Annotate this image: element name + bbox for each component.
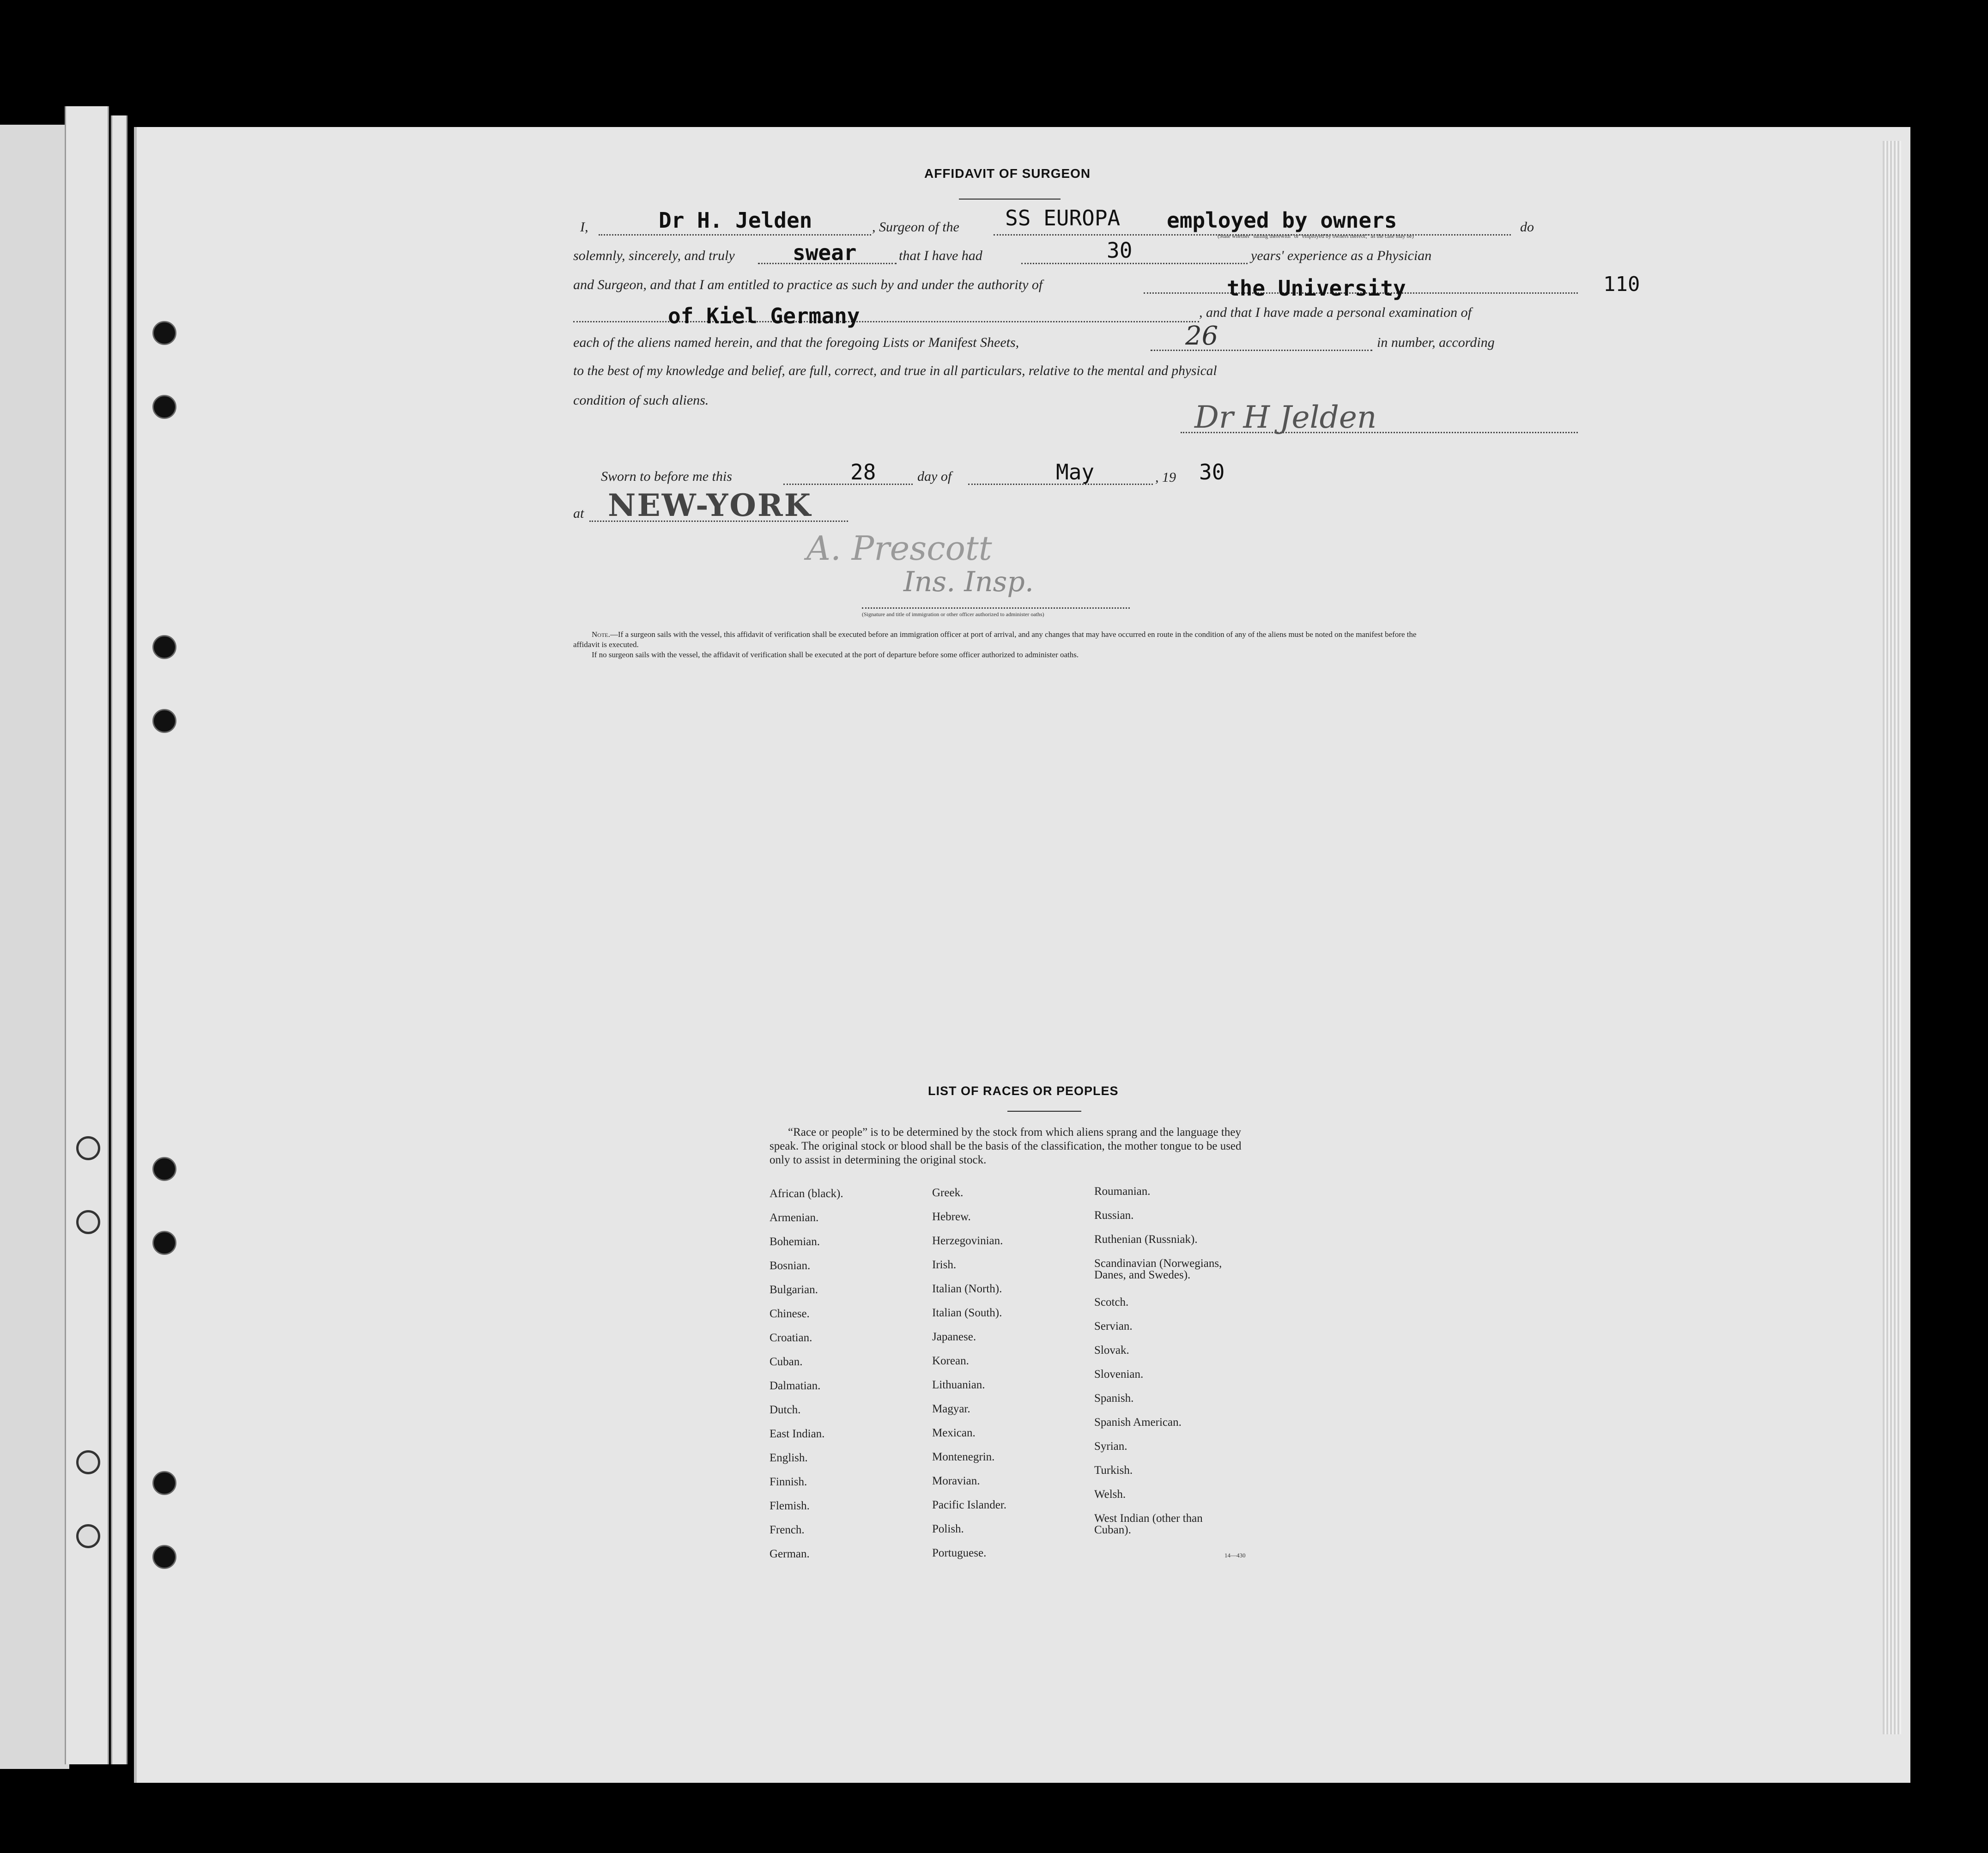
- surgeon-name-line: [599, 234, 871, 236]
- surgeon-name-field: Dr H. Jelden: [659, 208, 812, 233]
- race-list-item: Bulgarian.: [770, 1284, 818, 1296]
- race-list-item: Ruthenian (Russniak).: [1094, 1233, 1198, 1246]
- race-list-item: Slovenian.: [1094, 1368, 1144, 1381]
- race-list-item: Dalmatian.: [770, 1380, 821, 1392]
- race-list-item: Cuban.: [770, 1356, 803, 1368]
- race-list-item: Finnish.: [770, 1476, 807, 1488]
- note-text-2: If no surgeon sails with the vessel, the affidavit of verification shall be executed at the port of departure before some officer authorized to administer oaths.: [592, 650, 1079, 659]
- race-list-item: Magyar.: [932, 1403, 970, 1415]
- employment-field: employed by owners: [1167, 208, 1397, 233]
- race-list-item: Polish.: [932, 1523, 964, 1535]
- race-list-item: Turkish.: [1094, 1464, 1133, 1477]
- race-list-item: Hebrew.: [932, 1211, 971, 1223]
- race-list-item: Roumanian.: [1094, 1185, 1151, 1198]
- text-surgeon-of-the: , Surgeon of the: [872, 219, 959, 235]
- binder-strip: [65, 106, 109, 1764]
- binder-hole: [76, 1450, 100, 1474]
- text-i: I,: [580, 219, 588, 235]
- state-note: (State whether "sailing therewith" or "employed by owners thereof," as the case may be): [1218, 233, 1414, 239]
- heading-rule: [959, 199, 1061, 200]
- binder-hole: [76, 1136, 100, 1160]
- race-list-item: Korean.: [932, 1355, 969, 1367]
- race-list-item: Dutch.: [770, 1404, 801, 1416]
- sheets-field: 26: [1185, 321, 1218, 351]
- race-list-item: Montenegrin.: [932, 1451, 995, 1463]
- note-text-1: —If a surgeon sails with the vessel, this affidavit of verification shall be executed before an immigration officer at port of arrival, and any changes that may have occurred en route in the condition of any of the aliens must be noted on the manifest before the affidavit is executed.: [573, 630, 1417, 649]
- races-heading-rule: [1007, 1111, 1081, 1112]
- race-list-item: French.: [770, 1524, 805, 1536]
- race-list-item: Herzegovinian.: [932, 1235, 1003, 1247]
- binder-strip: [111, 115, 127, 1764]
- text-at: at: [573, 506, 584, 521]
- sheets-line: [1151, 350, 1372, 351]
- race-list-item: Croatian.: [770, 1332, 812, 1344]
- binder-hole: [152, 1157, 176, 1181]
- page-edge: [1883, 141, 1901, 1734]
- oath-field: swear: [793, 240, 857, 265]
- race-list-item: Armenian.: [770, 1211, 819, 1224]
- race-list-item: Greek.: [932, 1187, 964, 1199]
- officer-signature-line: [862, 607, 1130, 609]
- race-list-item: Italian (North).: [932, 1283, 1002, 1295]
- page-number: 110: [1603, 272, 1640, 296]
- adjacent-page: [0, 125, 69, 1769]
- years-line: [1021, 263, 1248, 264]
- race-list-item: Lithuanian.: [932, 1379, 985, 1391]
- form-number: 14—430: [1224, 1552, 1246, 1559]
- text-in-number: in number, according: [1377, 335, 1495, 350]
- text-and-surgeon: and Surgeon, and that I am entitled to practice as such by and under the authority of: [573, 277, 1043, 292]
- text-condition: condition of such aliens.: [573, 393, 709, 408]
- text-year-prefix: , 19: [1155, 470, 1176, 485]
- ship-field: SS EUROPA: [1005, 206, 1121, 230]
- manifest-page: [134, 127, 1910, 1783]
- race-list-item: English.: [770, 1452, 808, 1464]
- text-day-of: day of: [917, 469, 952, 484]
- officer-title: Ins. Insp.: [903, 566, 1034, 598]
- race-list-item: Flemish.: [770, 1500, 810, 1512]
- race-list-item: Irish.: [932, 1259, 957, 1271]
- sworn-day-line: [783, 484, 913, 485]
- race-list-item: Servian.: [1094, 1320, 1133, 1332]
- text-best-of-knowledge: to the best of my knowledge and belief, are full, correct, and true in all particulars, relative to the mental and physical: [573, 363, 1217, 378]
- race-list-item: Japanese.: [932, 1331, 976, 1343]
- race-list-item: Portuguese.: [932, 1547, 987, 1559]
- race-list-item: Spanish.: [1094, 1392, 1134, 1405]
- race-list-item: Scandinavian (Norwegians, Danes, and Swedes).: [1094, 1257, 1222, 1281]
- text-each-of-aliens: each of the aliens named herein, and that the foregoing Lists or Manifest Sheets,: [573, 335, 1019, 350]
- binder-hole: [76, 1210, 100, 1234]
- race-list-item: West Indian (other than Cuban).: [1094, 1512, 1203, 1536]
- binder-hole: [152, 1471, 176, 1495]
- authority-field-2: of Kiel Germany: [668, 303, 860, 328]
- sworn-month-field: May: [1056, 460, 1095, 484]
- sworn-day-field: 28: [850, 460, 876, 484]
- race-list-item: Welsh.: [1094, 1488, 1126, 1501]
- text-solemnly: solemnly, sincerely, and truly: [573, 248, 735, 263]
- race-list-item: Russian.: [1094, 1209, 1134, 1222]
- binder-hole: [152, 395, 176, 419]
- race-list-item: German.: [770, 1548, 810, 1560]
- race-list-item: East Indian.: [770, 1428, 825, 1440]
- authority-field-1: the University: [1227, 276, 1406, 301]
- binder-hole: [152, 321, 176, 345]
- race-list-item: Pacific Islander.: [932, 1499, 1007, 1511]
- race-list-item: Italian (South).: [932, 1307, 1002, 1319]
- race-list-item: Syrian.: [1094, 1440, 1127, 1453]
- signature-caption: (Signature and title of immigration or other officer authorized to administer oaths): [862, 611, 1044, 618]
- race-list-item: Bohemian.: [770, 1235, 820, 1248]
- text-sworn: Sworn to before me this: [601, 469, 732, 484]
- race-list-item: Mexican.: [932, 1427, 976, 1439]
- place-stamp: NEW-YORK: [608, 487, 812, 523]
- race-list-item: African (black).: [770, 1187, 843, 1200]
- sworn-year-field: 30: [1199, 460, 1225, 484]
- races-heading: LIST OF RACES OR PEOPLES: [928, 1084, 1119, 1098]
- binder-hole: [76, 1524, 100, 1548]
- race-list-item: Scotch.: [1094, 1296, 1129, 1308]
- affidavit-note: [573, 630, 1442, 660]
- officer-signature: A. Prescott: [806, 529, 992, 568]
- race-list-item: Spanish American.: [1094, 1416, 1182, 1429]
- race-list-item: Chinese.: [770, 1308, 810, 1320]
- text-years-experience: years' experience as a Physician: [1251, 248, 1432, 263]
- years-field: 30: [1107, 238, 1133, 263]
- race-list-item: Bosnian.: [770, 1260, 811, 1272]
- text-do: do: [1520, 219, 1534, 235]
- race-list-item: Slovak.: [1094, 1344, 1129, 1356]
- binder-hole: [152, 1231, 176, 1255]
- surgeon-signature: Dr H Jelden: [1194, 400, 1377, 435]
- text-that-i-have-had: that I have had: [899, 248, 982, 263]
- race-list-item: Moravian.: [932, 1475, 980, 1487]
- text-and-that-personal: , and that I have made a personal examination of: [1199, 305, 1472, 320]
- binder-hole: [152, 709, 176, 733]
- binder-hole: [152, 635, 176, 659]
- affidavit-heading: AFFIDAVIT OF SURGEON: [924, 166, 1091, 181]
- binder-hole: [152, 1545, 176, 1569]
- races-intro: “Race or people” is to be determined by the stock from which aliens sprang and the language they speak. The original stock or blood shall be the basis of the classification, the mother tongue to be used only to assist in determining the original stock.: [770, 1126, 1242, 1166]
- note-label: Note.: [592, 630, 610, 639]
- authority-line-2: [573, 321, 1199, 322]
